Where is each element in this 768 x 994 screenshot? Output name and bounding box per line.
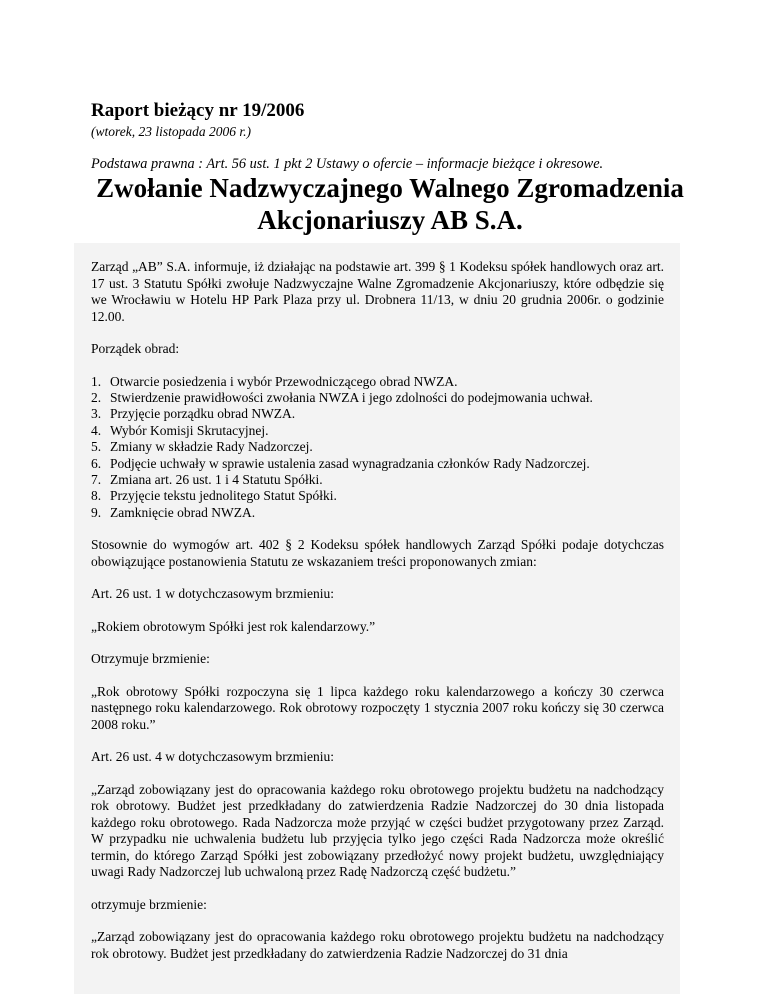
art26-1-new-text: „Rok obrotowy Spółki rozpoczyna się 1 lipca każdego roku kalendarzowego a kończy 30 czerwca następnego roku kalendarzowego. Rok obrotowy rozpoczęty 1 stycznia 2007 roku kończy się 30 czerwca 2008 roku.” [91,683,664,732]
agenda-item [91,390,664,406]
art26-4-new-text: „Zarząd zobowiązany jest do opracowania każdego roku obrotowego projektu budżetu na nadchodzący rok obrotowy. Budżet jest przedkładany do zatwierdzenia Radzie Nadzorczej do 31 dnia [91,929,664,961]
report-date: (wtorek, 23 listopada 2006 r.) [91,124,251,139]
content-box [74,243,680,994]
agenda-item-text: Zmiana art. 26 ust. 1 i 4 Statutu Spółki. [110,471,323,487]
agenda-item-text: Przyjęcie tekstu jednolitego Statut Spółki. [110,488,337,504]
agenda-item-text: Zamknięcie obrad NWZA. [110,504,256,520]
art26-1-old-text: „Rokiem obrotowym Spółki jest rok kalendarzowy.” [91,618,376,634]
statute-note: Stosownie do wymogów art. 402 § 2 Kodeksu spółek handlowych Zarząd Spółki podaje dotychczas obowiązujące postanowienia Statutu ze wskazaniem treści proponowanych zmian: [91,537,664,569]
agenda-item-text: Podjęcie uchwały w sprawie ustalenia zasad wynagradzania członków Rady Nadzorczej. [110,455,590,471]
agenda-item-text: Zmiany w składzie Rady Nadzorczej. [110,439,313,455]
agenda-item-number: 5. [91,439,102,455]
agenda-item-text: Otwarcie posiedzenia i wybór Przewodniczącego obrad NWZA. [110,373,458,389]
art26-4-label: Art. 26 ust. 4 w dotychczasowym brzmieniu: [91,749,334,765]
art26-4-old-text: „Zarząd zobowiązany jest do opracowania każdego roku obrotowego projektu budżetu na nadchodzący rok obrotowy. Budżet jest przedkładany do zatwierdzenia Radzie Nadzorczej do 30 dnia listopada każdego roku obrotowego. Rada Nadzorcza może przyjąć w części budżet przygotowany przez Zarząd. W przypadku nie uchwalenia budżetu lub przyjęcia tylko jego części Rada Nadzorcza może określić termin, do którego Zarząd Spółki jest zobowiązany przedłożyć nowy projekt budżetu, uwzględniający uwagi Rady Nadzorczej lub uchwaloną przez Radę Nadzorczą część budżetu.” [91,781,664,880]
agenda-item [91,505,664,521]
art26-1-label: Art. 26 ust. 1 w dotychczasowym brzmieniu: [91,586,334,602]
agenda-item [91,374,664,390]
agenda-item-number: 4. [91,422,102,438]
agenda-list [91,374,664,522]
agenda-item-number: 7. [91,471,102,487]
agenda-label: Porządek obrad: [91,341,180,356]
report-body [91,259,664,978]
agenda-item-number: 3. [91,406,102,422]
agenda-item [91,439,664,455]
agenda-item [91,472,664,488]
agenda-item-number: 9. [91,504,102,520]
art26-1-new-label: Otrzymuje brzmienie: [91,651,210,667]
intro-paragraph: Zarząd „AB” S.A. informuje, iż działając na podstawie art. 399 § 1 Kodeksu spółek handlowych oraz art. 17 ust. 3 Statutu Spółki zwołuje Nadzwyczajne Walne Zgromadzenie Akcjonariuszy, które odbędzie się we Wrocławiu w Hotelu HP Park Plaza przy ul. Drobnera 11/13, w dniu 20 grudnia 2006r. o godzinie 12.00. [91,259,664,324]
art26-4-new-label: otrzymuje brzmienie: [91,896,207,912]
agenda-item [91,456,664,472]
agenda-item [91,406,664,422]
legal-basis: Podstawa prawna : Art. 56 ust. 1 pkt 2 Ustawy o ofercie – informacje bieżące i okresowe. [91,156,604,172]
report-title: Raport bieżący nr 19/2006 [91,100,305,121]
agenda-item-text: Wybór Komisji Skrutacyjnej. [110,422,269,438]
agenda-item-text: Przyjęcie porządku obrad NWZA. [110,406,296,422]
agenda-item-number: 2. [91,389,102,405]
agenda-item-number: 1. [91,373,102,389]
main-heading: Zwołanie Nadzwyczajnego Walnego Zgromadzenia Akcjonariuszy AB S.A. [96,173,684,235]
agenda-item-number: 8. [91,488,102,504]
agenda-item [91,423,664,439]
agenda-item-number: 6. [91,455,102,471]
agenda-item [91,488,664,504]
agenda-item-text: Stwierdzenie prawidłowości zwołania NWZA i jego zdolności do podejmowania uchwał. [110,389,593,405]
